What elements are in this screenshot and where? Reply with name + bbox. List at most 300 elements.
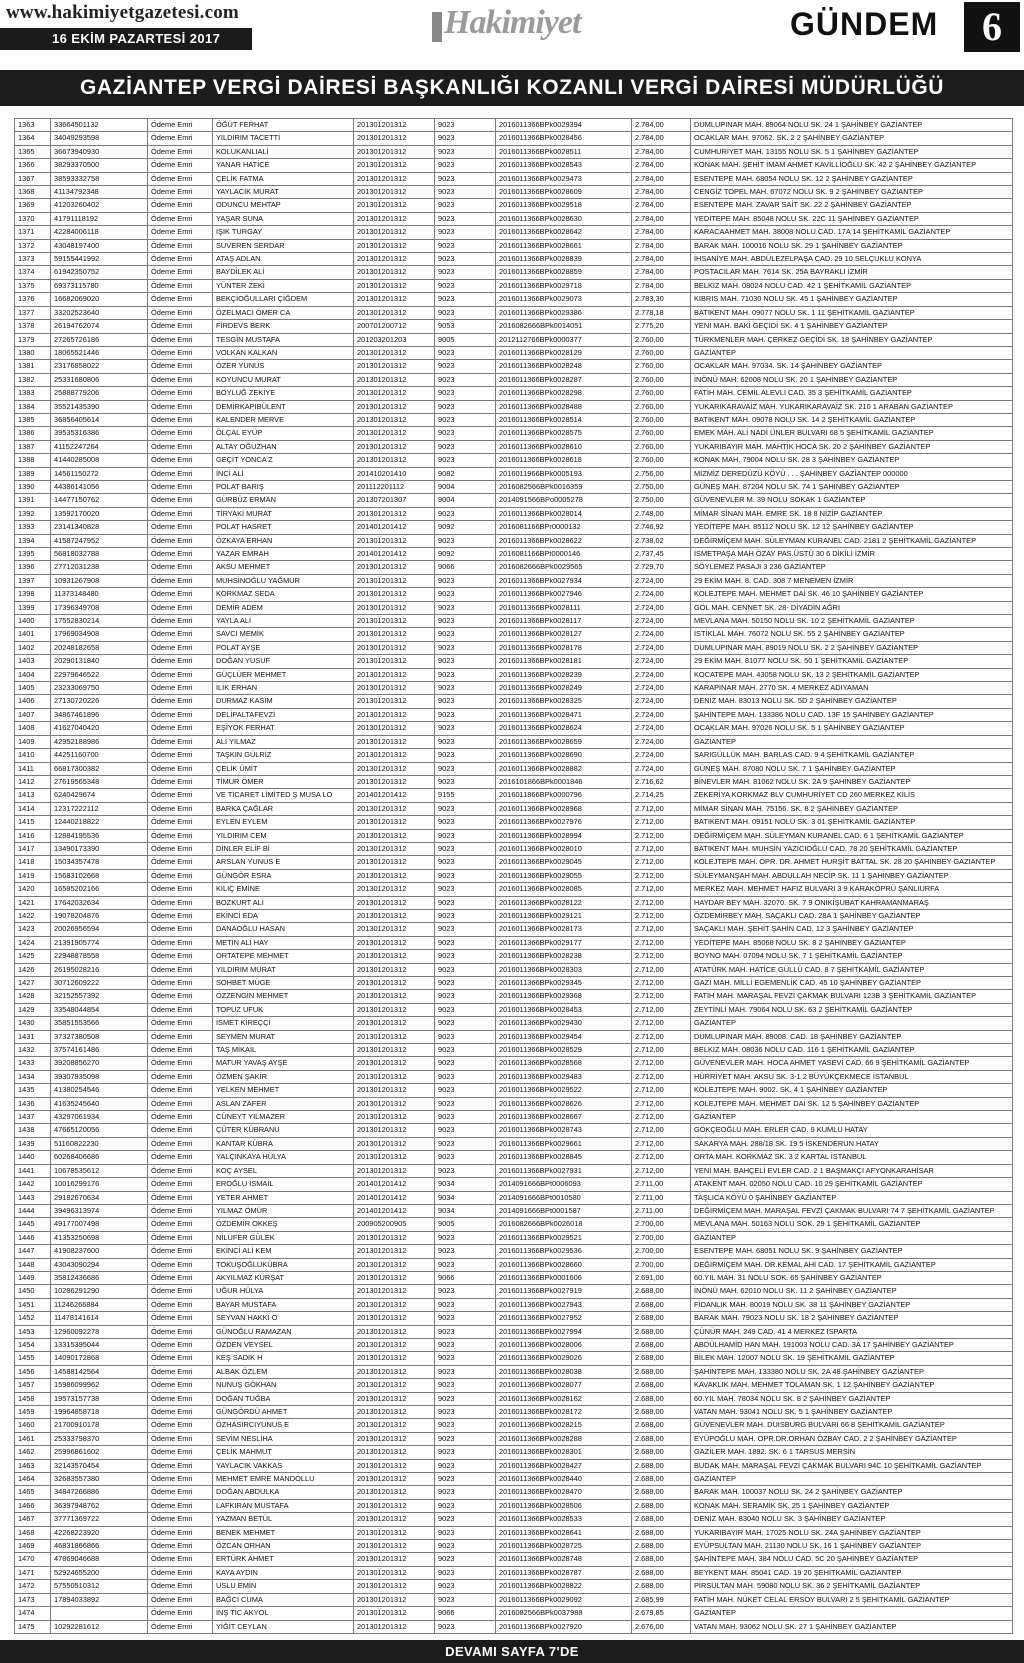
table-row: [15, 1084, 1013, 1097]
tax-id-cell: 12960092278: [51, 1325, 148, 1338]
table-row: [15, 1030, 1013, 1043]
reference-number-cell: 2014091566BPo0005278: [496, 494, 632, 507]
tax-id-cell: 19573157738: [51, 1392, 148, 1405]
document-type-cell: Ödeme Emri: [148, 333, 213, 346]
document-type-cell: Ödeme Emri: [148, 762, 213, 775]
reference-number-cell: 2016011366BPk0029518: [496, 199, 632, 212]
table-row: [15, 440, 1013, 453]
reference-number-cell: 2016082666BPk0029565: [496, 561, 632, 574]
document-type-cell: Ödeme Emri: [148, 548, 213, 561]
table-row: [15, 212, 1013, 225]
row-number-cell: 1394: [15, 534, 51, 547]
tax-id-cell: 19078204876: [51, 909, 148, 922]
table-row: [15, 1258, 1013, 1271]
tax-id-cell: 36856405614: [51, 413, 148, 426]
reference-number-cell: 2012112766BPk0000377: [496, 333, 632, 346]
address-cell: KONAK MAH. 79004 NOLU SK. 28 3 ŞAHİNBEY GAZİANTEP: [691, 454, 1013, 467]
document-type-cell: Ödeme Emri: [148, 1245, 213, 1258]
reference-number-cell: 2016011366BPk0029177: [496, 936, 632, 949]
amount-cell: 2.712,00: [632, 963, 691, 976]
address-cell: BİLEK MAH. 12007 NOLU SK. 19 ŞEHİTKAMİL GAZİANTEP: [691, 1352, 1013, 1365]
tax-id-cell: 23176858022: [51, 360, 148, 373]
reference-number-cell: 2016011366BPk0028968: [496, 802, 632, 815]
amount-cell: 2.712,00: [632, 990, 691, 1003]
tax-code-cell: 9023: [435, 977, 496, 990]
address-cell: FATİH MAH. NÜKET CELAL ERSOY BULVARI 2 5 ŞEHİTKAMİL GAZİANTEP: [691, 1593, 1013, 1606]
amount-cell: 2.724,00: [632, 708, 691, 721]
taxpayer-name-cell: BEKÇİOĞULLARI ÇİĞDEM: [213, 293, 354, 306]
reference-number-cell: 2016011366BPk0028659: [496, 735, 632, 748]
tax-code-cell: 9023: [435, 829, 496, 842]
tax-id-cell: 15986099962: [51, 1379, 148, 1392]
address-cell: GÜNEŞ MAH. 87080 NOLU SK. 7 1 ŞAHİNBEY GAZİANTEP: [691, 762, 1013, 775]
reference-number-cell: 2016011366BPk0028624: [496, 722, 632, 735]
amount-cell: 2.700,00: [632, 1245, 691, 1258]
table-row: [15, 588, 1013, 601]
tax-code-cell: 9034: [435, 1178, 496, 1191]
tax-id-cell: 43048197400: [51, 239, 148, 252]
address-cell: BİNEVLER MAH. 81062 NOLU SK. 2A 9 ŞAHİNBEY GAZİANTEP: [691, 775, 1013, 788]
reference-number-cell: 2016011366BPk0028172: [496, 1406, 632, 1419]
reference-number-cell: 2016011866BPk0000796: [496, 789, 632, 802]
taxpayer-name-cell: YİĞİT CEYLAN: [213, 1620, 354, 1633]
document-type-cell: Ödeme Emri: [148, 266, 213, 279]
tax-code-cell: 9023: [435, 588, 496, 601]
tax-code-cell: 9023: [435, 1620, 496, 1633]
table-row: [15, 722, 1013, 735]
tax-code-cell: 9023: [435, 1084, 496, 1097]
row-number-cell: 1473: [15, 1593, 51, 1606]
taxpayer-name-cell: TİMUR ÖMER: [213, 775, 354, 788]
tax-id-cell: 10678535612: [51, 1164, 148, 1177]
row-number-cell: 1429: [15, 1003, 51, 1016]
row-number-cell: 1463: [15, 1459, 51, 1472]
document-type-cell: Ödeme Emri: [148, 119, 213, 132]
address-cell: GÜVENEVLER MAH. DUISBURG BULVARI 66 8 ŞEHİTKAMİL GAZİANTEP: [691, 1419, 1013, 1432]
document-type-cell: Ödeme Emri: [148, 883, 213, 896]
tax-id-cell: 37327380508: [51, 1030, 148, 1043]
reference-number-cell: 2016011366BPk0028006: [496, 1338, 632, 1351]
taxpayer-name-cell: ÖZKAYA ERHAN: [213, 534, 354, 547]
reference-number-cell: 2016011366BPk0028117: [496, 615, 632, 628]
address-cell: GAZİANTEP: [691, 1473, 1013, 1486]
tax-id-cell: 34049293598: [51, 132, 148, 145]
reference-number-cell: 2016011366BPk0028511: [496, 145, 632, 158]
amount-cell: 2.712,00: [632, 1151, 691, 1164]
taxpayer-name-cell: KALENDER MERVE: [213, 413, 354, 426]
taxpayer-name-cell: ARSLAN YUNUS E: [213, 856, 354, 869]
period-cell: 201301201312: [354, 1392, 435, 1405]
address-cell: ESENTEPE MAH. 68054 NOLU SK. 12 2 ŞAHİNBEY GAZİANTEP: [691, 172, 1013, 185]
tax-code-cell: 9034: [435, 1204, 496, 1217]
address-cell: EYÜPSULTAN MAH. 21130 NOLU SK. 16 1 ŞAHİNBEY GAZİANTEP: [691, 1540, 1013, 1553]
tax-id-cell: 27712031238: [51, 561, 148, 574]
address-cell: HÜRRİYET MAH. AKSU SK. 3-1 2 BÜYÜKÇEKMECE İSTANBUL: [691, 1070, 1013, 1083]
amount-cell: 2.688,00: [632, 1553, 691, 1566]
period-cell: 201301201312: [354, 1298, 435, 1311]
period-cell: 201301201312: [354, 1097, 435, 1110]
address-cell: HAYDAR BEY MAH. 32070. SK. 7 9 ONİKİŞUBAT KAHRAMANMARAŞ: [691, 896, 1013, 909]
period-cell: 201301201312: [354, 1406, 435, 1419]
row-number-cell: 1461: [15, 1432, 51, 1445]
address-cell: OCAKLAR MAH. 97062. SK. 2 2 ŞAHİNBEY GAZİANTEP: [691, 132, 1013, 145]
row-number-cell: 1390: [15, 480, 51, 493]
reference-number-cell: 2016011366BPk0027976: [496, 816, 632, 829]
reference-number-cell: 2016011366BPk0028748: [496, 1553, 632, 1566]
document-type-cell: Ödeme Emri: [148, 387, 213, 400]
taxpayer-name-cell: DELİPALTAFEVZİ: [213, 708, 354, 721]
amount-cell: 2.712,00: [632, 1137, 691, 1150]
amount-cell: 2.750,00: [632, 494, 691, 507]
row-number-cell: 1393: [15, 521, 51, 534]
tax-code-cell: 9023: [435, 842, 496, 855]
taxpayer-name-cell: LAFKIRAN MUSTAFA: [213, 1499, 354, 1512]
tax-id-cell: 41908237600: [51, 1245, 148, 1258]
document-type-cell: Ödeme Emri: [148, 1044, 213, 1057]
tax-code-cell: 9004: [435, 494, 496, 507]
document-type-cell: Ödeme Emri: [148, 1392, 213, 1405]
tax-id-cell: 42268223920: [51, 1526, 148, 1539]
reference-number-cell: 2016011366BPk0029345: [496, 977, 632, 990]
table-row: [15, 1204, 1013, 1217]
row-number-cell: 1445: [15, 1218, 51, 1231]
reference-number-cell: 2016011366BPk0028568: [496, 1057, 632, 1070]
taxpayer-name-cell: DEMİRKAPIBÜLENT: [213, 400, 354, 413]
table-row: [15, 346, 1013, 359]
tax-id-cell: 17894033892: [51, 1593, 148, 1606]
amount-cell: 2.688,00: [632, 1486, 691, 1499]
taxpayer-name-cell: KORKMAZ SEDA: [213, 588, 354, 601]
table-row: [15, 172, 1013, 185]
table-row: [15, 789, 1013, 802]
tax-code-cell: 9023: [435, 1486, 496, 1499]
tax-id-cell: 14477150762: [51, 494, 148, 507]
reference-number-cell: 2016011366BPk0028298: [496, 387, 632, 400]
address-cell: DUMLUPINAR MAH. 89008. CAD. 18 ŞAHİNBEY GAZİANTEP: [691, 1030, 1013, 1043]
tax-code-cell: 9023: [435, 641, 496, 654]
tax-id-cell: 10286291290: [51, 1285, 148, 1298]
amount-cell: 2.783,30: [632, 293, 691, 306]
address-cell: İNÖNÜ MAH. 62010 NOLU SK. 11 2 ŞAHİNBEY GAZİANTEP: [691, 1285, 1013, 1298]
reference-number-cell: 2016011366BPk0001606: [496, 1271, 632, 1284]
document-type-cell: Ödeme Emri: [148, 1540, 213, 1553]
amount-cell: 2.724,00: [632, 682, 691, 695]
tax-id-cell: 20290131840: [51, 655, 148, 668]
table-row: [15, 574, 1013, 587]
tax-id-cell: 10931267908: [51, 574, 148, 587]
reference-number-cell: 2016011366BPk0029522: [496, 1084, 632, 1097]
table-row: [15, 909, 1013, 922]
row-number-cell: 1421: [15, 896, 51, 909]
site-url[interactable]: www.hakimiyetgazetesi.com: [6, 2, 239, 23]
period-cell: 201301201312: [354, 1285, 435, 1298]
address-cell: GAZİANTEP: [691, 346, 1013, 359]
tax-code-cell: 9023: [435, 440, 496, 453]
tax-code-cell: 9023: [435, 239, 496, 252]
reference-number-cell: 2016011366BPk0028239: [496, 668, 632, 681]
taxpayer-name-cell: DOĞAN YUSUF: [213, 655, 354, 668]
reference-number-cell: 2016011366BPk0028471: [496, 708, 632, 721]
amount-cell: 2.738,02: [632, 534, 691, 547]
row-number-cell: 1459: [15, 1406, 51, 1419]
tax-id-cell: 59155441992: [51, 253, 148, 266]
row-number-cell: 1469: [15, 1540, 51, 1553]
document-type-cell: Ödeme Emri: [148, 923, 213, 936]
address-cell: KAVAKLIK MAH. MEHMET TOLAMAN SK. 1 12 ŞAHİNBEY GAZİANTEP: [691, 1379, 1013, 1392]
address-cell: ESENTEPE MAH. 68051 NOLU SK. 9 ŞAHİNBEY GAZİANTEP: [691, 1245, 1013, 1258]
table-row: [15, 427, 1013, 440]
address-cell: ŞAHİNTEPE MAH. 133386 NOLU CAD. 13F 15 ŞAHİNBEY GAZİANTEP: [691, 708, 1013, 721]
row-number-cell: 1372: [15, 239, 51, 252]
amount-cell: 2.724,00: [632, 655, 691, 668]
address-cell: İHSANİYE MAH. ABDÜLEZELPAŞA CAD. 29 10 SELÇUKLU KONYA: [691, 253, 1013, 266]
row-number-cell: 1435: [15, 1084, 51, 1097]
amount-cell: 2.756,00: [632, 467, 691, 480]
address-cell: YUKARIKARAVAİZ MAH. YUKARIKARAVAİZ SK. 210 1 ARABAN GAZİANTEP: [691, 400, 1013, 413]
address-cell: BARAK MAH. 100037 NOLU SK. 24 2 ŞAHİNBEY GAZİANTEP: [691, 1486, 1013, 1499]
address-cell: MEVLANA MAH. 50150 NOLU SK. 10 2 ŞEHİTKAMİL GAZİANTEP: [691, 615, 1013, 628]
document-type-cell: Ödeme Emri: [148, 132, 213, 145]
table-row: [15, 1473, 1013, 1486]
tax-code-cell: 9034: [435, 1191, 496, 1204]
address-cell: 29 EKİM MAH. 81077 NOLU SK. 50 1 ŞEHİTKAMİL GAZİANTEP: [691, 655, 1013, 668]
row-number-cell: 1373: [15, 253, 51, 266]
tax-code-cell: 9023: [435, 601, 496, 614]
row-number-cell: 1369: [15, 199, 51, 212]
period-cell: 201301201312: [354, 842, 435, 855]
address-cell: GAZİANTEP: [691, 1111, 1013, 1124]
document-type-cell: Ödeme Emri: [148, 574, 213, 587]
table-row: [15, 1111, 1013, 1124]
document-type-cell: Ödeme Emri: [148, 427, 213, 440]
tax-code-cell: 9023: [435, 802, 496, 815]
table-row: [15, 1446, 1013, 1459]
document-type-cell: Ödeme Emri: [148, 226, 213, 239]
reference-number-cell: 2016011366BPk0028301: [496, 1446, 632, 1459]
row-number-cell: 1410: [15, 749, 51, 762]
table-row: [15, 762, 1013, 775]
period-cell: 201301201312: [354, 1365, 435, 1378]
taxpayer-name-cell: ODUNCU MEHTAP: [213, 199, 354, 212]
row-number-cell: 1475: [15, 1620, 51, 1633]
table-row: [15, 507, 1013, 520]
table-row: [15, 1607, 1013, 1620]
address-cell: BARAK MAH. 100016 NOLU SK. 29 1 ŞAHİNBEY GAZİANTEP: [691, 239, 1013, 252]
taxpayer-name-cell: VE TİCARET LİMİTED Ş MUSA LO: [213, 789, 354, 802]
reference-number-cell: 2016011366BPk0029386: [496, 306, 632, 319]
reference-number-cell: 2016011366BPk0028173: [496, 923, 632, 936]
tax-id-cell: 16585202166: [51, 883, 148, 896]
document-type-cell: Ödeme Emri: [148, 896, 213, 909]
tax-id-cell: 30712609222: [51, 977, 148, 990]
tax-id-cell: 33664501132: [51, 119, 148, 132]
document-type-cell: Ödeme Emri: [148, 1151, 213, 1164]
amount-cell: 2.712,00: [632, 1070, 691, 1083]
tax-id-cell: 39496313974: [51, 1204, 148, 1217]
tax-id-cell: 13315395044: [51, 1338, 148, 1351]
table-row: [15, 239, 1013, 252]
period-cell: 201301201312: [354, 119, 435, 132]
tax-id-cell: 29182670634: [51, 1191, 148, 1204]
tax-id-cell: 47665120056: [51, 1124, 148, 1137]
reference-number-cell: 2016082666BPk0026018: [496, 1218, 632, 1231]
address-cell: 29 EKİM MAH. 8. CAD. 308 7 MENEMEN İZMİR: [691, 574, 1013, 587]
tax-code-cell: 9023: [435, 856, 496, 869]
period-cell: 201301201312: [354, 1271, 435, 1284]
period-cell: 201301201312: [354, 1057, 435, 1070]
document-type-cell: Ödeme Emri: [148, 1124, 213, 1137]
taxpayer-name-cell: İSMET KİREÇÇİ: [213, 1017, 354, 1030]
tax-code-cell: 9023: [435, 682, 496, 695]
table-row: [15, 977, 1013, 990]
taxpayer-name-cell: ÇELİK ÜMİT: [213, 762, 354, 775]
tax-id-cell: 17396349708: [51, 601, 148, 614]
document-type-cell: Ödeme Emri: [148, 1553, 213, 1566]
tax-code-cell: 9023: [435, 936, 496, 949]
period-cell: 201301201312: [354, 387, 435, 400]
row-number-cell: 1450: [15, 1285, 51, 1298]
tax-id-cell: 39208856270: [51, 1057, 148, 1070]
tax-code-cell: 9023: [435, 1432, 496, 1445]
tax-id-cell: 41440285008: [51, 454, 148, 467]
amount-cell: 2.784,00: [632, 186, 691, 199]
table-row: [15, 1352, 1013, 1365]
taxpayer-name-cell: İNŞ TİC AKYOL: [213, 1607, 354, 1620]
address-cell: DEĞİRMİÇEM MAH. DR.KEMAL AHİ CAD. 17 ŞEHİTKAMİL GAZİANTEP: [691, 1258, 1013, 1271]
tax-code-cell: 9023: [435, 695, 496, 708]
period-cell: 201301201312: [354, 762, 435, 775]
tax-id-cell: 22979646522: [51, 668, 148, 681]
reference-number-cell: 2016011366BPk0027943: [496, 1298, 632, 1311]
period-cell: 201301201312: [354, 735, 435, 748]
table-row: [15, 775, 1013, 788]
period-cell: 201301201312: [354, 1566, 435, 1579]
tax-code-cell: 9023: [435, 387, 496, 400]
document-type-cell: Ödeme Emri: [148, 1513, 213, 1526]
taxpayer-name-cell: BAYAR MUSTAFA: [213, 1298, 354, 1311]
tax-id-cell: 41134792348: [51, 186, 148, 199]
issue-date: 16 EKİM PAZARTESİ 2017: [0, 28, 252, 50]
period-cell: 201301201312: [354, 1419, 435, 1432]
row-number-cell: 1407: [15, 708, 51, 721]
tax-id-cell: 16682069020: [51, 293, 148, 306]
taxpayer-name-cell: ORTATEPE MEHMET: [213, 950, 354, 963]
period-cell: 201301201312: [354, 1164, 435, 1177]
document-type-cell: Ödeme Emri: [148, 320, 213, 333]
reference-number-cell: 2016011366BPk0029073: [496, 293, 632, 306]
reference-number-cell: 2016011366BPk0028690: [496, 749, 632, 762]
table-row: [15, 561, 1013, 574]
table-row: [15, 400, 1013, 413]
amount-cell: 2.712,00: [632, 802, 691, 815]
taxpayer-name-cell: EKİNCİ EDA: [213, 909, 354, 922]
row-number-cell: 1371: [15, 226, 51, 239]
table-row: [15, 1218, 1013, 1231]
reference-number-cell: 2016011366BPk0027994: [496, 1325, 632, 1338]
document-type-cell: Ödeme Emri: [148, 1231, 213, 1244]
taxpayer-name-cell: BOYLUĞ ZEKİYE: [213, 387, 354, 400]
amount-cell: 2.712,00: [632, 1044, 691, 1057]
table-row: [15, 293, 1013, 306]
tax-code-cell: 9066: [435, 1607, 496, 1620]
row-number-cell: 1452: [15, 1312, 51, 1325]
taxpayer-name-cell: ÖĞÜT FERHAT: [213, 119, 354, 132]
period-cell: 201301201312: [354, 601, 435, 614]
address-cell: YENİ MAH. BAHÇELİ EVLER CAD. 2 1 BAŞMAKÇI AFYONKARAHİSAR: [691, 1164, 1013, 1177]
taxpayer-name-cell: AKSU MEHMET: [213, 561, 354, 574]
tax-id-cell: 15034357478: [51, 856, 148, 869]
address-cell: SAKARYA MAH. 288/18 SK. 19 5 İSKENDERUN HATAY: [691, 1137, 1013, 1150]
row-number-cell: 1395: [15, 548, 51, 561]
tax-id-cell: 25331680806: [51, 373, 148, 386]
tax-id-cell: 10016299176: [51, 1178, 148, 1191]
table-row: [15, 373, 1013, 386]
period-cell: 201301201312: [354, 1540, 435, 1553]
row-number-cell: 1419: [15, 869, 51, 882]
address-cell: SÜLEYMANŞAH MAH. ABDULLAH NECİP SK. 11 1 ŞAHİNBEY GAZİANTEP: [691, 869, 1013, 882]
tax-id-cell: 14090172868: [51, 1352, 148, 1365]
address-cell: SAÇAKLI MAH. ŞEHİT ŞAHİN CAD. 12 3 ŞAHİNBEY GAZİANTEP: [691, 923, 1013, 936]
address-cell: KOCATEPE MAH. 43058 NOLU SK. 13 2 ŞEHİTKAMİL GAZİANTEP: [691, 668, 1013, 681]
reference-number-cell: 2016011366BPk0028822: [496, 1580, 632, 1593]
address-cell: GÖL MAH. CENNET SK. 28- DİYADİN AĞRI: [691, 601, 1013, 614]
tax-code-cell: 9023: [435, 212, 496, 225]
taxpayer-name-cell: GEÇİT YONCA Z: [213, 454, 354, 467]
reference-number-cell: 2016011366BPk0029430: [496, 1017, 632, 1030]
table-row: [15, 467, 1013, 480]
address-cell: KONAK MAH. ŞEHİT İMAM AHMET KAVİLLİOĞLU SK. 42 2 ŞAHİNBEY GAZİANTEP: [691, 159, 1013, 172]
tax-id-cell: 19964858718: [51, 1406, 148, 1419]
period-cell: 201301201312: [354, 346, 435, 359]
row-number-cell: 1402: [15, 641, 51, 654]
amount-cell: 2.712,00: [632, 1084, 691, 1097]
address-cell: ATAKENT MAH. 02050 NOLU CAD. 10 29 ŞEHİTKAMİL GAZİANTEP: [691, 1178, 1013, 1191]
logo-mark-icon: [432, 12, 442, 42]
row-number-cell: 1434: [15, 1070, 51, 1083]
reference-number-cell: 2016011366BPk0027934: [496, 574, 632, 587]
amount-cell: 2.716,62: [632, 775, 691, 788]
table-row: [15, 1312, 1013, 1325]
row-number-cell: 1377: [15, 306, 51, 319]
document-type-cell: Ödeme Emri: [148, 695, 213, 708]
amount-cell: 2.712,00: [632, 936, 691, 949]
document-type-cell: Ödeme Emri: [148, 1285, 213, 1298]
reference-number-cell: 2016011366BPk0028845: [496, 1151, 632, 1164]
reference-number-cell: 2016011366BPk0028303: [496, 963, 632, 976]
tax-code-cell: 9082: [435, 467, 496, 480]
period-cell: 201301201312: [354, 306, 435, 319]
table-row: [15, 829, 1013, 842]
taxpayer-name-cell: BAĞCI CUMA: [213, 1593, 354, 1606]
amount-cell: 2.688,00: [632, 1392, 691, 1405]
address-cell: CUMHURİYET MAH. 13155 NOLU SK. 5 1 ŞAHİNBEY GAZİANTEP: [691, 145, 1013, 158]
tax-id-cell: 12317222112: [51, 802, 148, 815]
table-row: [15, 1406, 1013, 1419]
address-cell: ÖZDEMİRBEY MAH. SAÇAKLI CAD. 28A 1 ŞAHİNBEY GAZİANTEP: [691, 909, 1013, 922]
amount-cell: 2.712,00: [632, 1003, 691, 1016]
reference-number-cell: 2016011366BPk0028488: [496, 400, 632, 413]
reference-number-cell: 2016011366BPk0029483: [496, 1070, 632, 1083]
tax-id-cell: 23233069750: [51, 682, 148, 695]
amount-cell: 2.700,00: [632, 1218, 691, 1231]
period-cell: 201301201312: [354, 454, 435, 467]
amount-cell: 2.712,00: [632, 1057, 691, 1070]
amount-cell: 2.760,00: [632, 400, 691, 413]
row-number-cell: 1472: [15, 1580, 51, 1593]
tax-code-cell: 9023: [435, 293, 496, 306]
amount-cell: 2.688,00: [632, 1499, 691, 1512]
period-cell: 201301201312: [354, 856, 435, 869]
